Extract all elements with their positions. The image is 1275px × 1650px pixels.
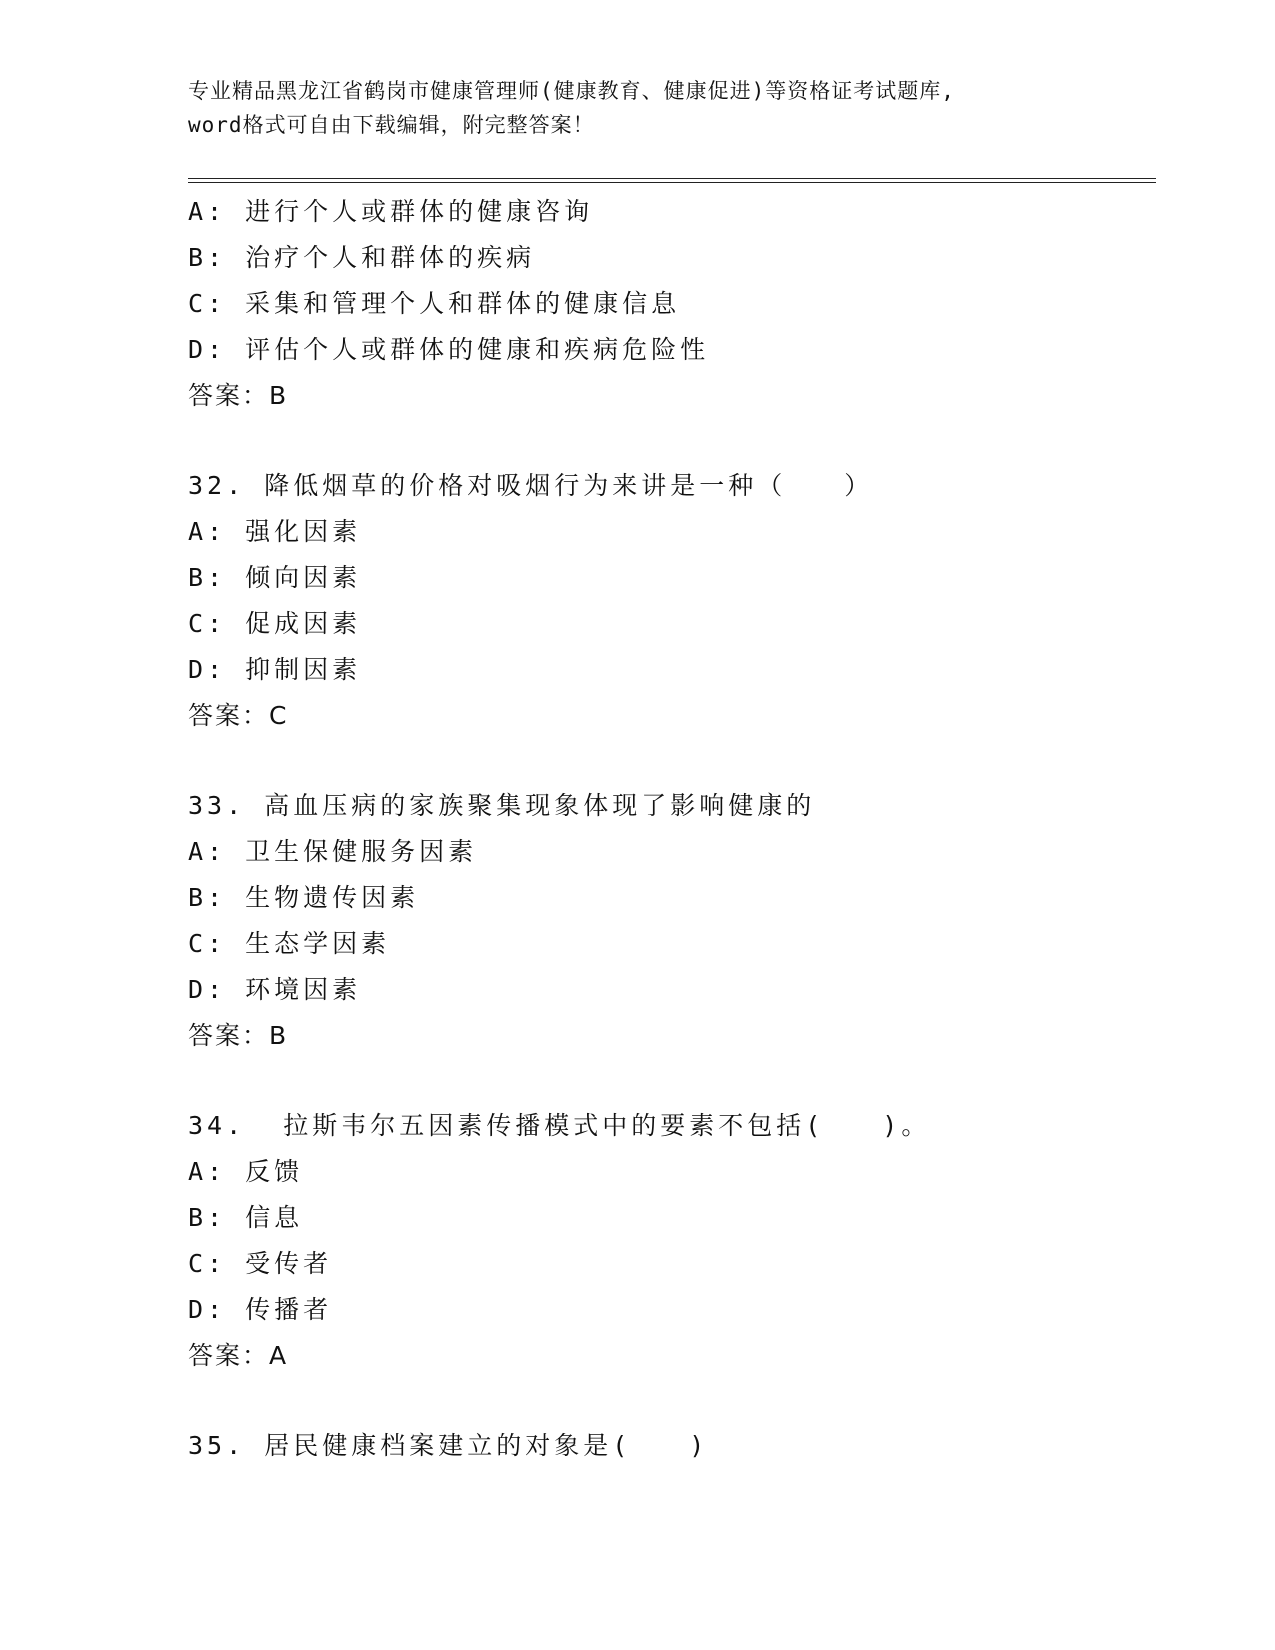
question-34	[188, 1103, 1148, 1379]
answer-line: 答案：C	[188, 701, 289, 730]
option-b: B: 倾向因素	[188, 563, 362, 592]
option-b: B: 生物遗传因素	[188, 883, 420, 912]
option-a: A: 卫生保健服务因素	[188, 837, 478, 866]
option-b: B: 信息	[188, 1203, 304, 1232]
question-33	[188, 783, 1148, 1059]
option-d: D: 环境因素	[188, 975, 362, 1004]
answer-line: 答案：B	[188, 381, 289, 410]
option-c: C: 生态学因素	[188, 929, 391, 958]
header-line-2: word格式可自由下载编辑，附完整答案！	[188, 113, 595, 137]
option-b: B: 治疗个人和群体的疾病	[188, 243, 536, 272]
document-header	[188, 74, 1148, 142]
question-31-continued	[188, 189, 1148, 419]
header-line-1: 专业精品黑龙江省鹤岗市健康管理师(健康教育、健康促进)等资格证考试题库,	[188, 79, 955, 103]
option-d: D: 传播者	[188, 1295, 333, 1324]
answer-line: 答案：A	[188, 1341, 289, 1370]
option-c: C: 采集和管理个人和群体的健康信息	[188, 289, 681, 318]
question-stem: 32. 降低烟草的价格对吸烟行为来讲是一种（ ）	[188, 471, 874, 500]
header-divider	[188, 178, 1156, 183]
option-c: C: 促成因素	[188, 609, 362, 638]
option-d: D: 抑制因素	[188, 655, 362, 684]
option-c: C: 受传者	[188, 1249, 333, 1278]
question-32	[188, 463, 1148, 739]
option-a: A: 进行个人或群体的健康咨询	[188, 197, 594, 226]
option-a: A: 强化因素	[188, 517, 362, 546]
option-d: D: 评估个人或群体的健康和疾病危险性	[188, 335, 710, 364]
question-stem: 33. 高血压病的家族聚集现象体现了影响健康的	[188, 791, 816, 820]
option-a: A: 反馈	[188, 1157, 304, 1186]
question-stem: 35. 居民健康档案建立的对象是( )	[188, 1431, 709, 1460]
question-stem: 34. 拉斯韦尔五因素传播模式中的要素不包括( )。	[188, 1111, 931, 1140]
question-list	[188, 189, 1148, 1469]
question-35	[188, 1423, 1148, 1469]
answer-line: 答案：B	[188, 1021, 289, 1050]
